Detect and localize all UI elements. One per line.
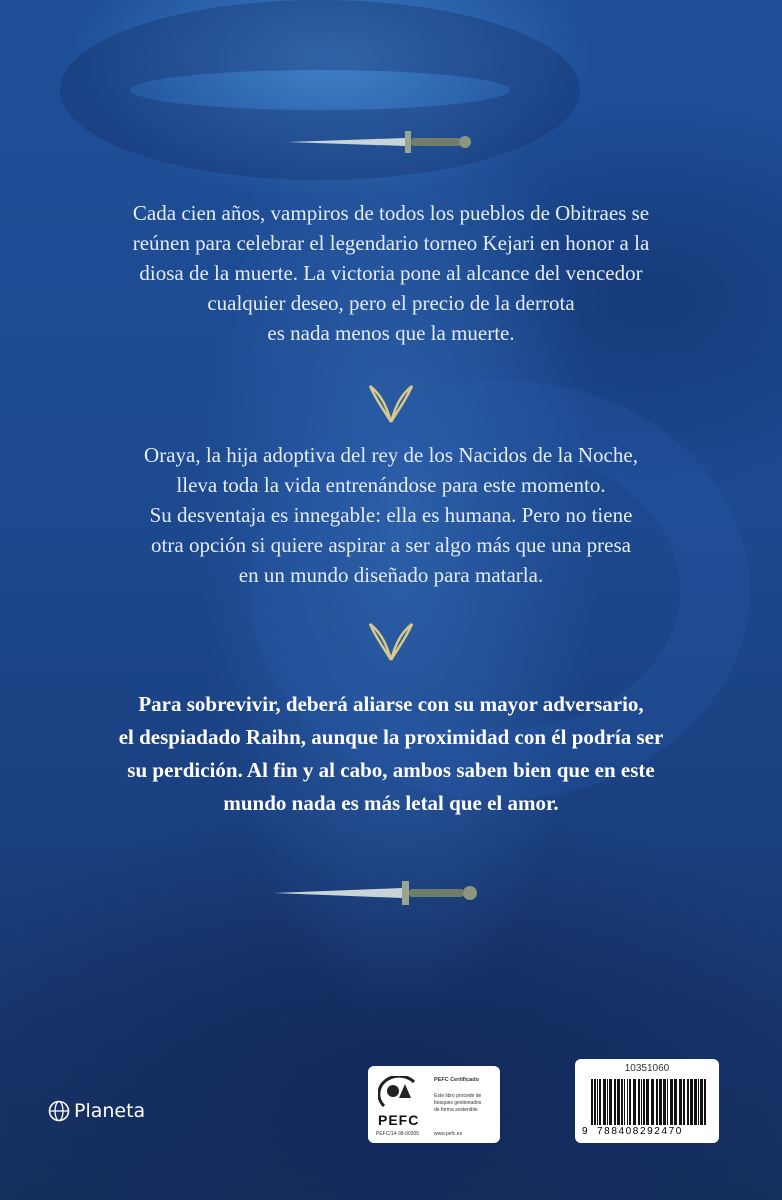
publisher-logo: [48, 1100, 145, 1122]
barcode-bar: [641, 1079, 642, 1125]
text-line: en un mundo diseñado para matarla.: [238, 563, 544, 587]
barcode-digits: 788408292470: [597, 1126, 683, 1137]
text-line: Oraya, la hija adoptiva del rey de los Nacidos de la Noche,: [144, 443, 638, 467]
globe-icon: [48, 1100, 70, 1122]
barcode-bar: [599, 1079, 601, 1125]
barcode-bar: [674, 1079, 677, 1125]
pefc-title: PEFC Certificado: [434, 1077, 479, 1083]
synopsis-paragraph-3: [0, 688, 782, 820]
text-line: su perdición. Al fin y al cabo, ambos saben bien que en este: [127, 758, 655, 782]
synopsis-paragraph-2: [0, 440, 782, 590]
barcode-bar: [690, 1079, 693, 1125]
text-line: Para sobrevivir, deberá aliarse con su mayor adversario,: [138, 692, 644, 716]
pefc-certification-label: [368, 1066, 500, 1143]
publisher-name: Planeta: [74, 1100, 146, 1122]
barcode-bar: [603, 1079, 606, 1125]
barcode-bar: [617, 1079, 620, 1125]
text-line: Este libro procede de: [434, 1093, 482, 1099]
barcode-bar: [638, 1079, 640, 1125]
barcode-bar: [607, 1079, 608, 1125]
pefc-logo-text: PEFC: [378, 1112, 420, 1128]
barcode-bar: [624, 1079, 625, 1125]
synopsis-paragraph-1: [0, 198, 782, 348]
barcode-bar: [614, 1079, 616, 1125]
barcode-bar: [687, 1079, 689, 1125]
dagger-top-icon: [285, 128, 495, 156]
barcode-bar: [694, 1079, 697, 1125]
barcode-bar: [700, 1079, 703, 1125]
text-line: cualquier deseo, pero el precio de la derrota: [207, 291, 575, 315]
text-line: mundo nada es más letal que el amor.: [223, 791, 559, 815]
pefc-tree-logo-icon: [378, 1076, 420, 1112]
barcode-bar: [629, 1079, 631, 1125]
barcode-bar: [591, 1079, 593, 1125]
barcode-bar: [609, 1079, 612, 1125]
pefc-code: PEFC/14-38-00305: [376, 1131, 420, 1137]
text-line: de forma sostenible: [434, 1107, 478, 1113]
barcode-bar: [663, 1079, 666, 1125]
pefc-url: www.pefc.es: [434, 1131, 463, 1137]
barcode-bar: [659, 1079, 662, 1125]
barcode-bar: [594, 1079, 596, 1125]
barcode-first-digit: 9: [582, 1126, 588, 1137]
barcode-bar: [621, 1079, 623, 1125]
leaf-ornament-icon: [366, 382, 416, 424]
barcode-reference: 10351060: [624, 1063, 670, 1074]
text-line: el despiadado Raihn, aunque la proximidad con él podría ser: [118, 725, 664, 749]
barcode-bar: [683, 1079, 685, 1125]
isbn-barcode: [575, 1059, 719, 1143]
text-line: es nada menos que la muerte.: [267, 321, 515, 345]
barcode-bar: [627, 1079, 628, 1125]
barcode-bar: [698, 1079, 699, 1125]
barcode-bar: [646, 1079, 649, 1125]
text-line: reúnen para celebrar el legendario torneo Kejari en honor a la: [132, 231, 650, 255]
dagger-bottom-icon: [272, 878, 487, 908]
text-line: Su desventaja es innegable: ella es humana. Pero no tiene: [149, 503, 633, 527]
text-line: lleva toda la vida entrenándose para este momento.: [176, 473, 606, 497]
pefc-description: [434, 1093, 481, 1114]
barcode-bar: [704, 1079, 706, 1125]
barcode-bar: [670, 1079, 673, 1125]
leaf-ornament-icon: [366, 620, 416, 662]
text-line: bosques gestionados: [434, 1100, 482, 1106]
barcode-bar: [597, 1079, 598, 1125]
barcode-bar: [679, 1079, 682, 1125]
barcode-bar: [633, 1079, 636, 1125]
text-line: otra opción si quiere aspirar a ser algo más que una presa: [151, 533, 631, 557]
barcode-bar: [643, 1079, 645, 1125]
text-line: diosa de la muerte. La victoria pone al alcance del vencedor: [139, 261, 643, 285]
barcode-bar: [656, 1079, 658, 1125]
barcode-bar: [651, 1079, 654, 1125]
barcode-bar: [667, 1079, 668, 1125]
text-line: Cada cien años, vampiros de todos los pueblos de Obitraes se: [132, 201, 650, 225]
barcode-bars: [591, 1079, 711, 1131]
